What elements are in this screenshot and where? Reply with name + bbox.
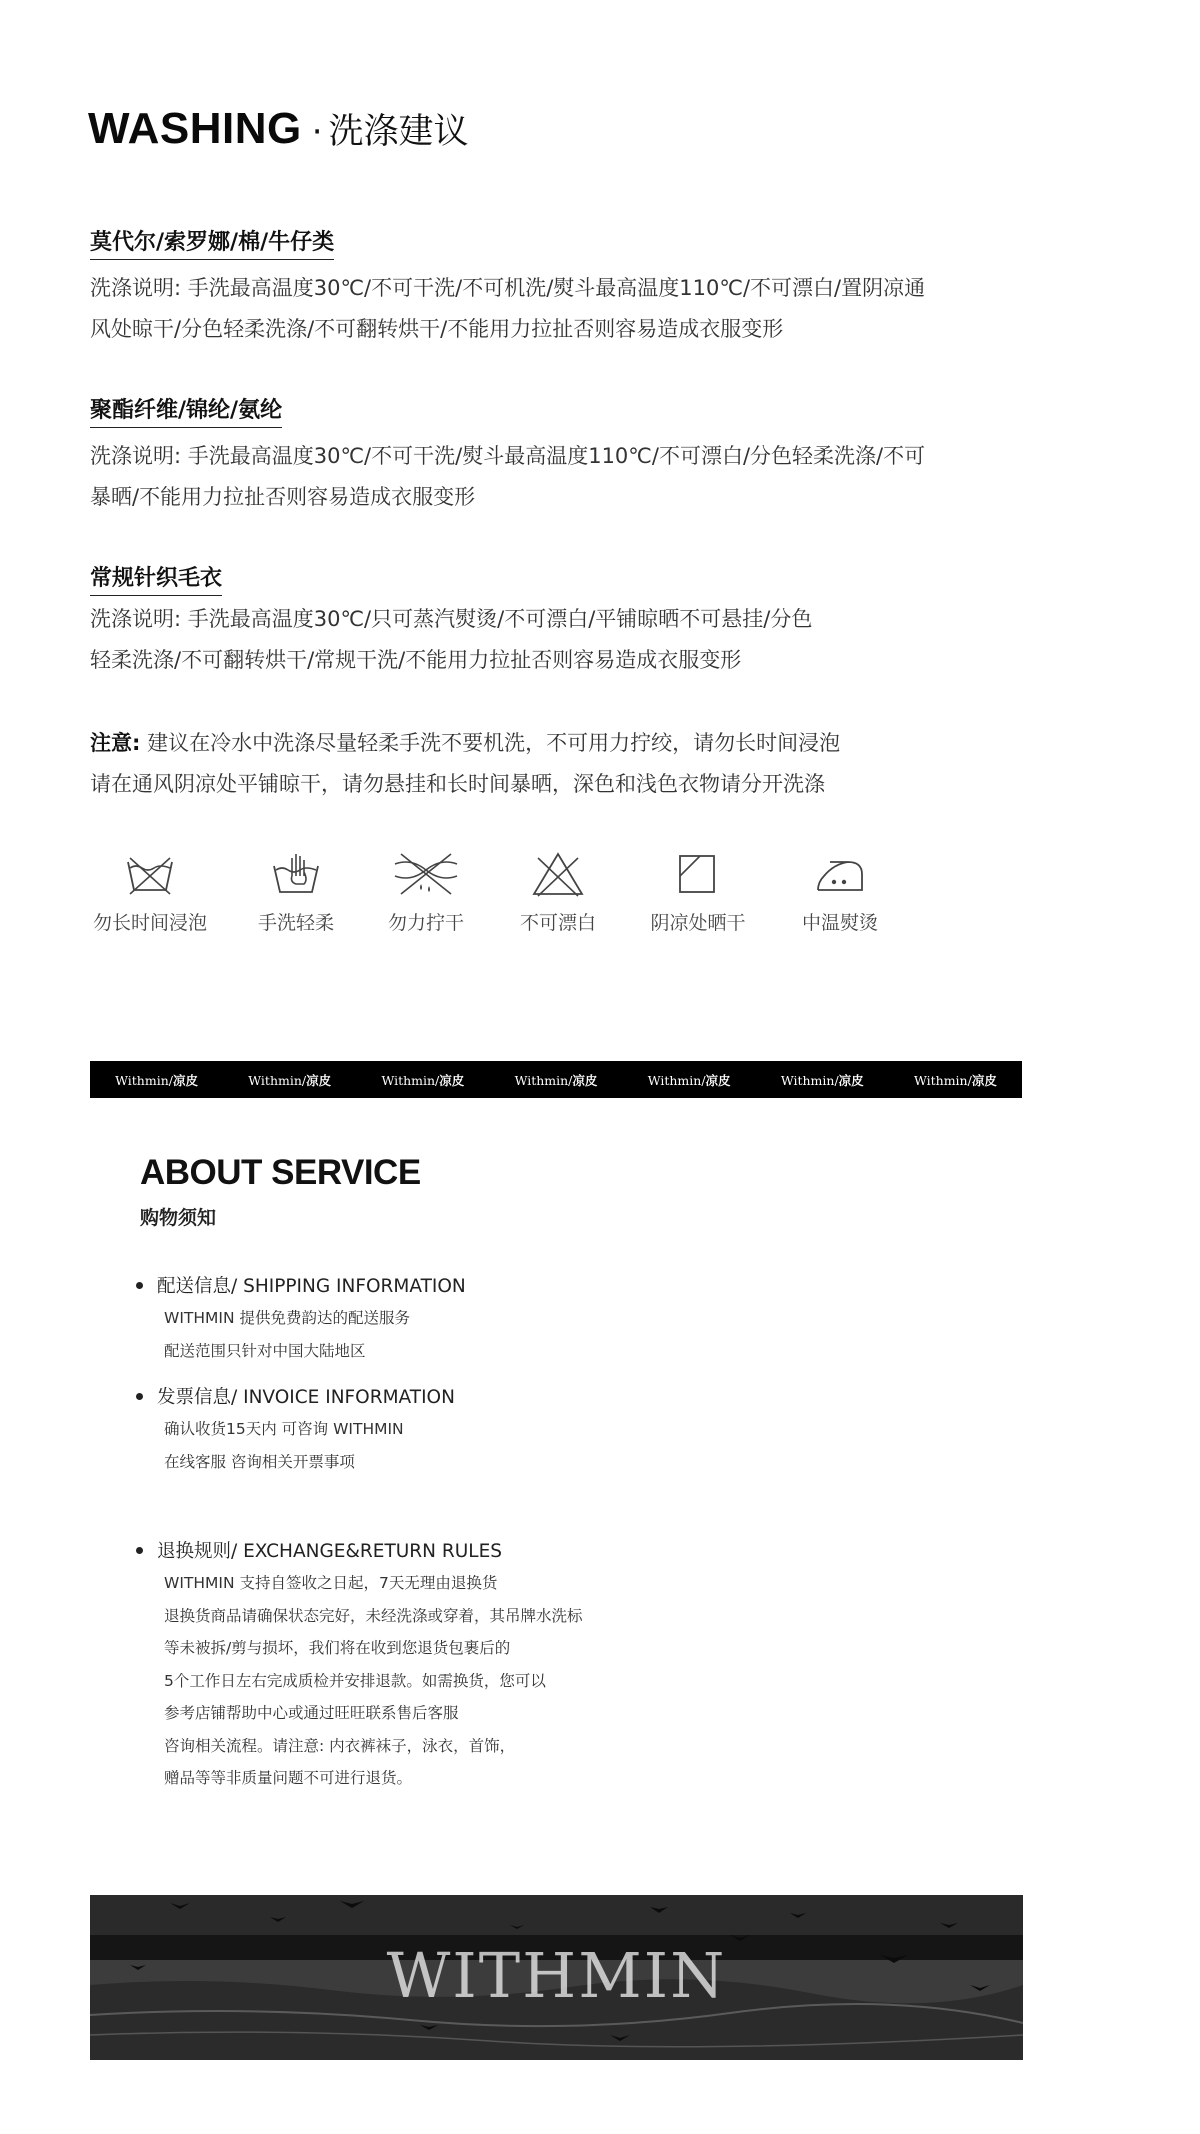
service-line: WITHMIN 支持自签收之日起，7天无理由退换货 [164,1574,498,1592]
care-item [356,850,496,935]
fabric-line: 暴晒/不能用力拉扯否则容易造成衣服变形 [90,485,476,509]
service-section-returns [157,1537,583,1795]
strip-brand: Withmin/ [115,1072,173,1088]
service-line: 赠品等等非质量问题不可进行退货。 [164,1769,413,1787]
service-line: 确认收货15天内 可咨询 WITHMIN [164,1420,404,1438]
care-label: 勿力拧干 [387,912,464,934]
strip-brand: Withmin/ [780,1072,839,1088]
strip-cn: 凉皮 [971,1072,997,1088]
service-line: 配送范围只针对中国大陆地区 [164,1341,366,1360]
service-line: 等未被拆/剪与损坏，我们将在收到您退货包裹后的 [164,1639,511,1657]
bullet-icon [136,1547,143,1554]
strip-item [515,1071,598,1089]
strip-cn: 凉皮 [572,1072,598,1088]
care-label: 不可漂白 [519,912,596,934]
fabric-section [90,225,334,256]
no-soak-icon [122,850,178,898]
care-label: 勿长时间浸泡 [92,912,207,934]
fabric-description [90,599,1020,681]
bullet-icon [136,1393,143,1400]
fabric-line: 洗涤说明: 手洗最高温度30℃/只可蒸汽熨烫/不可漂白/平铺晾晒不可悬挂/分色 [90,607,813,631]
about-subtitle: 购物须知 [140,1207,217,1229]
strip-item [781,1071,864,1089]
care-item [80,850,220,935]
fabric-description [90,268,1020,350]
fabric-description [90,436,1020,518]
service-line: 咨询相关流程。请注意: 内衣裤袜子，泳衣，首饰， [164,1736,516,1755]
strip-item [648,1071,731,1089]
note-line: 请在通风阴凉处平铺晾干，请勿悬挂和长时间暴晒，深色和浅色衣物请分开洗涤 [90,772,825,796]
strip-cn: 凉皮 [439,1072,465,1088]
fabric-line: 洗涤说明: 手洗最高温度30℃/不可干洗/不可机洗/熨斗最高温度110℃/不可漂白/置阴凉通 [90,276,926,300]
care-item [628,850,768,935]
service-heading [157,1272,466,1298]
strip-item [914,1071,997,1089]
bullet-icon [136,1282,143,1289]
fabric-title: 莫代尔/索罗娜/棉/牛仔类 [90,230,334,260]
service-section-invoice [157,1383,455,1478]
service-heading [157,1537,583,1563]
fabric-line: 洗涤说明: 手洗最高温度30℃/不可干洗/熨斗最高温度110℃/不可漂白/分色轻柔洗涤/不可 [90,444,926,468]
strip-cn: 凉皮 [838,1072,864,1088]
fabric-title: 常规针织毛衣 [90,566,222,596]
fabric-title: 聚酯纤维/锦纶/氨纶 [90,398,282,428]
strip-cn: 凉皮 [306,1072,332,1088]
strip-brand: Withmin/ [381,1072,440,1088]
banner-logo: WITHMIN [386,1939,727,2012]
strip-brand: Withmin/ [514,1072,573,1088]
strip-item [248,1071,331,1089]
strip-cn: 凉皮 [705,1072,731,1088]
service-heading [157,1383,455,1409]
note-text: 建议在冷水中洗涤尽量轻柔手洗不要机洗，不可用力拧绞，请勿长时间浸泡 [140,731,841,755]
care-label: 中温熨烫 [801,912,878,934]
about-title: ABOUT SERVICE [140,1153,421,1192]
medium-iron-icon [812,850,868,898]
care-item [226,850,366,935]
service-line: WITHMIN 提供免费韵达的配送服务 [164,1309,410,1327]
care-item [488,850,628,935]
note-line [90,723,840,764]
strip-brand: Withmin/ [248,1072,307,1088]
service-heading-text: 发票信息/ INVOICE INFORMATION [157,1387,455,1408]
strip-cn: 凉皮 [172,1072,198,1088]
care-label: 阴凉处晒干 [650,912,746,934]
fabric-line: 轻柔洗涤/不可翻转烘干/常规干洗/不能用力拉扯否则容易造成衣服变形 [90,648,742,672]
service-line: 在线客服 咨询相关开票事项 [164,1452,355,1471]
service-section-shipping [157,1272,466,1367]
fabric-section [90,393,282,424]
strip-brand: Withmin/ [647,1072,706,1088]
service-heading-text: 配送信息/ SHIPPING INFORMATION [157,1276,466,1297]
service-line: 参考店铺帮助中心或通过旺旺联系售后客服 [164,1704,459,1722]
strip-brand: Withmin/ [914,1072,972,1088]
care-item [770,850,910,935]
care-icons-row [80,850,940,950]
washing-title-cn: 洗涤建议 [328,112,469,152]
washing-heading [88,104,469,154]
brand-banner [90,1895,1023,2060]
service-lines [164,1567,583,1795]
service-line: 5个工作日左右完成质检并安排退款。如需换货，您可以 [164,1671,546,1690]
care-note [90,723,840,805]
service-lines [164,1302,466,1367]
brand-strip [90,1061,1022,1098]
care-label: 手洗轻柔 [257,912,334,934]
hand-wash-icon [268,850,324,898]
strip-item [115,1071,198,1089]
washing-title-dot: · [311,112,323,152]
fabric-line: 风处晾干/分色轻柔洗涤/不可翻转烘干/不能用力拉扯否则容易造成衣服变形 [90,317,784,341]
shade-dry-icon [670,850,726,898]
fabric-section [90,561,222,592]
service-heading-text: 退换规则/ EXCHANGE&RETURN RULES [157,1541,502,1562]
strip-item [381,1071,464,1089]
no-bleach-icon [530,850,586,898]
note-label: 注意: [90,731,141,755]
service-lines [164,1413,455,1478]
no-wring-icon [391,850,461,898]
service-line: 退换货商品请确保状态完好，未经洗涤或穿着，其吊牌水洗标 [164,1606,583,1625]
washing-title-en: WASHING [88,104,302,153]
